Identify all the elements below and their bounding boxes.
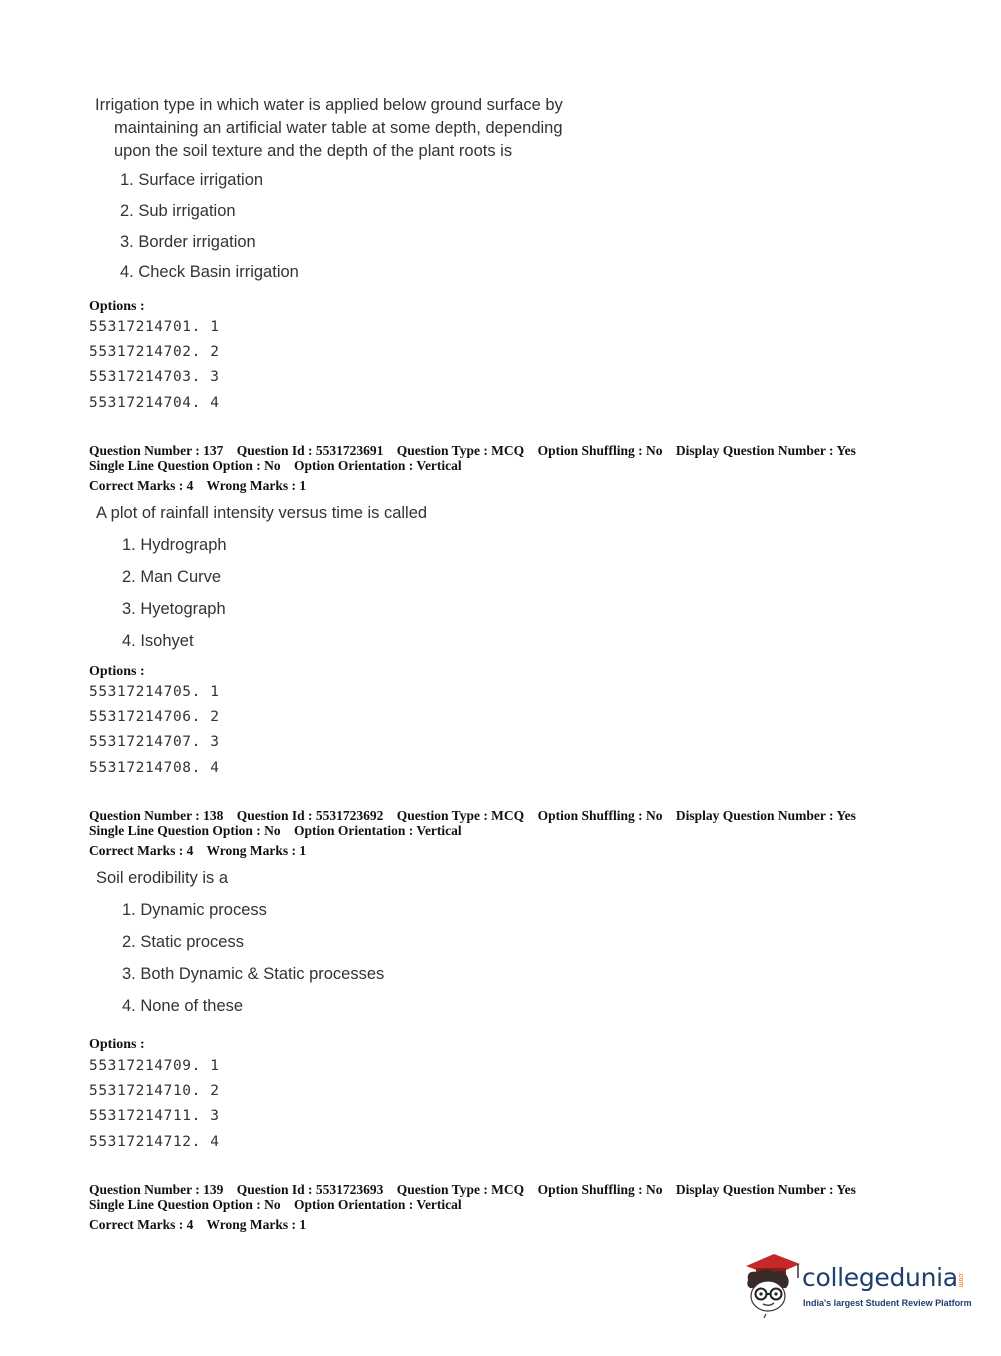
q139-correct-marks: Correct Marks : 4 bbox=[89, 1217, 194, 1232]
q136-options-label: Options : bbox=[89, 299, 145, 314]
q138-choice-2: 2. Static process bbox=[122, 933, 244, 951]
q137-option-id-1: 55317214705. 1 bbox=[89, 684, 220, 700]
q138-option-id-3: 55317214711. 3 bbox=[89, 1108, 220, 1124]
logo-tagline: India's largest Student Review Platform bbox=[803, 1298, 972, 1308]
q139-shuffling: Option Shuffling : No bbox=[537, 1182, 663, 1197]
q136-choice-4: 4. Check Basin irrigation bbox=[120, 263, 299, 281]
q136-option-id-4: 55317214704. 4 bbox=[89, 395, 220, 411]
q138-header-line-3 bbox=[89, 843, 316, 859]
q139-id: Question Id : 5531723693 bbox=[236, 1182, 384, 1197]
q138-choice-1: 1. Dynamic process bbox=[122, 901, 267, 919]
q136-option-id-1: 55317214701. 1 bbox=[89, 319, 220, 335]
q137-option-id-4: 55317214708. 4 bbox=[89, 760, 220, 776]
q138-type: Question Type : MCQ bbox=[396, 808, 525, 823]
q136-choice-3: 3. Border irrigation bbox=[120, 233, 256, 251]
q137-display: Display Question Number : Yes bbox=[675, 443, 856, 458]
mascot-icon bbox=[740, 1250, 802, 1318]
q139-orientation: Option Orientation : Vertical bbox=[294, 1197, 462, 1212]
q136-stem-line-1: Irrigation type in which water is applied below ground surface by bbox=[95, 96, 563, 114]
q137-header-line-2 bbox=[89, 458, 472, 474]
q138-header-line-1 bbox=[89, 808, 866, 824]
q138-orientation: Option Orientation : Vertical bbox=[294, 823, 462, 838]
q138-header-line-2 bbox=[89, 823, 472, 839]
q138-number: Question Number : 138 bbox=[89, 808, 224, 823]
q137-number: Question Number : 137 bbox=[89, 443, 224, 458]
collegedunia-logo[interactable] bbox=[740, 1250, 975, 1322]
q137-choice-3: 3. Hyetograph bbox=[122, 600, 226, 618]
q138-stem: Soil erodibility is a bbox=[96, 869, 229, 887]
q136-option-id-3: 55317214703. 3 bbox=[89, 369, 220, 385]
q138-single-line: Single Line Question Option : No bbox=[89, 823, 281, 838]
q139-header-line-3 bbox=[89, 1217, 316, 1233]
q138-shuffling: Option Shuffling : No bbox=[537, 808, 663, 823]
q137-correct-marks: Correct Marks : 4 bbox=[89, 478, 194, 493]
q137-orientation: Option Orientation : Vertical bbox=[294, 458, 462, 473]
q139-number: Question Number : 139 bbox=[89, 1182, 224, 1197]
q137-options-label: Options : bbox=[89, 664, 145, 679]
q138-display: Display Question Number : Yes bbox=[675, 808, 856, 823]
logo-com: .com bbox=[957, 1272, 964, 1288]
q139-header-line-2 bbox=[89, 1197, 472, 1213]
logo-wordmark: collegedunia bbox=[802, 1263, 958, 1292]
q137-wrong-marks: Wrong Marks : 1 bbox=[206, 478, 307, 493]
q139-wrong-marks: Wrong Marks : 1 bbox=[206, 1217, 307, 1232]
q136-stem-line-2: maintaining an artificial water table at some depth, depending bbox=[114, 119, 563, 137]
q136-stem-line-3: upon the soil texture and the depth of the plant roots is bbox=[114, 142, 513, 160]
q137-choice-4: 4. Isohyet bbox=[122, 632, 194, 650]
q137-choice-1: 1. Hydrograph bbox=[122, 536, 227, 554]
q136-choice-1: 1. Surface irrigation bbox=[120, 171, 264, 189]
q137-id: Question Id : 5531723691 bbox=[236, 443, 384, 458]
q138-option-id-4: 55317214712. 4 bbox=[89, 1134, 220, 1150]
q137-header-line-1 bbox=[89, 443, 866, 459]
q137-option-id-3: 55317214707. 3 bbox=[89, 734, 220, 750]
q139-header-line-1 bbox=[89, 1182, 866, 1198]
q138-option-id-1: 55317214709. 1 bbox=[89, 1058, 220, 1074]
q138-option-id-2: 55317214710. 2 bbox=[89, 1083, 220, 1099]
q138-choice-4: 4. None of these bbox=[122, 997, 244, 1015]
q137-stem: A plot of rainfall intensity versus time is called bbox=[96, 504, 428, 522]
q137-shuffling: Option Shuffling : No bbox=[537, 443, 663, 458]
q138-options-label: Options : bbox=[89, 1037, 145, 1052]
q137-single-line: Single Line Question Option : No bbox=[89, 458, 281, 473]
q138-id: Question Id : 5531723692 bbox=[236, 808, 384, 823]
q136-option-id-2: 55317214702. 2 bbox=[89, 344, 220, 360]
q139-display: Display Question Number : Yes bbox=[675, 1182, 856, 1197]
q139-type: Question Type : MCQ bbox=[396, 1182, 525, 1197]
q137-header-line-3 bbox=[89, 478, 316, 494]
q136-choice-2: 2. Sub irrigation bbox=[120, 202, 236, 220]
q138-wrong-marks: Wrong Marks : 1 bbox=[206, 843, 307, 858]
q138-choice-3: 3. Both Dynamic & Static processes bbox=[122, 965, 385, 983]
q139-single-line: Single Line Question Option : No bbox=[89, 1197, 281, 1212]
q137-choice-2: 2. Man Curve bbox=[122, 568, 222, 586]
q137-option-id-2: 55317214706. 2 bbox=[89, 709, 220, 725]
q138-correct-marks: Correct Marks : 4 bbox=[89, 843, 194, 858]
q137-type: Question Type : MCQ bbox=[396, 443, 525, 458]
